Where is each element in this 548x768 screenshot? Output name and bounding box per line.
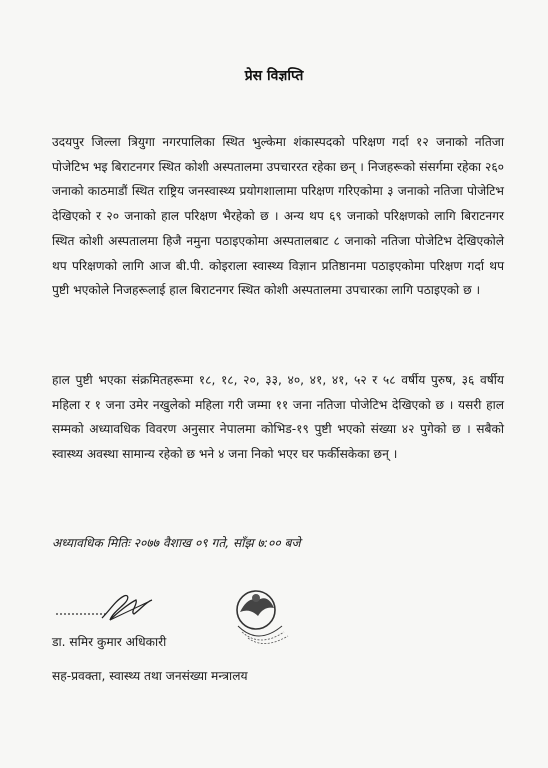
paragraph-1: उदयपुर जिल्ला त्रियुगा नगरपालिका स्थित भुल्केमा शंकास्पदको परिक्षण गर्दा १२ जनाको नतिजा पोजेटिभ भइ बिराटनगर स्थित कोशी अस्पतालमा उपचाररत रहेका छन् । निजहरूको संसर्गमा रहेका २६० जनाको काठमाडौं स्थित राष्ट्रिय जनस्वास्थ्य प्रयोगशालामा परिक्षण गरिएकोमा ३ जनाको नतिजा पोजेटिभ देखिएको र २० जनाको हाल परिक्षण भैरहेको छ । अन्य थप ६९ जनाको परिक्षणको लागि बिराटनगर स्थित कोशी अस्पतालमा हिजै नमुना पठाइएकोमा अस्पतालबाट ८ जनाको नतिजा पोजेटिभ देखिएकोले थप परिक्षणको लागि आज बी.पी. कोइराला स्वास्थ्य विज्ञान प्रतिष्ठानमा पठाइएकोमा परिक्षण गर्दा थप पुष्टी भएकोले निजहरूलाई हाल बिराटनगर स्थित कोशी अस्पतालमा उपचारका लागि पठाइएको छ । [52,135,504,298]
update-date: अध्यावधिक मितिः २०७७ वैशाख ०९ गते, साँझ ७:०० बजे [52,536,301,550]
signer-designation: सह-प्रवक्ता, स्वास्थ्य तथा जनसंख्या मन्त्रालय [52,669,248,683]
official-seal [218,576,302,652]
paragraph-2: हाल पुष्टी भएका संक्रमितहरूमा १८, १८, २०, ३३, ४०, ४१, ४१, ५२ र ५८ वर्षीय पुरुष, ३६ वर्षीय महिला र १ जना उमेर नखुलेको महिला गरी जम्मा ११ जना नतिजा पोजेटिभ देखिएको छ । यसरी हाल सम्मको अध्यावधिक विवरण अनुसार नेपालमा कोभिड-१९ पुष्टी भएको संख्या ४२ पुगेको छ । सबैको स्वास्थ्य अवस्था सामान्य रहेको छ भने ४ जना निको भएर घर फर्कीसकेका छन् । [52,373,504,462]
signer-name: डा. समिर कुमार अधिकारी [52,635,167,649]
signature [50,590,200,626]
page-title: प्रेस विज्ञप्ति [244,68,304,84]
